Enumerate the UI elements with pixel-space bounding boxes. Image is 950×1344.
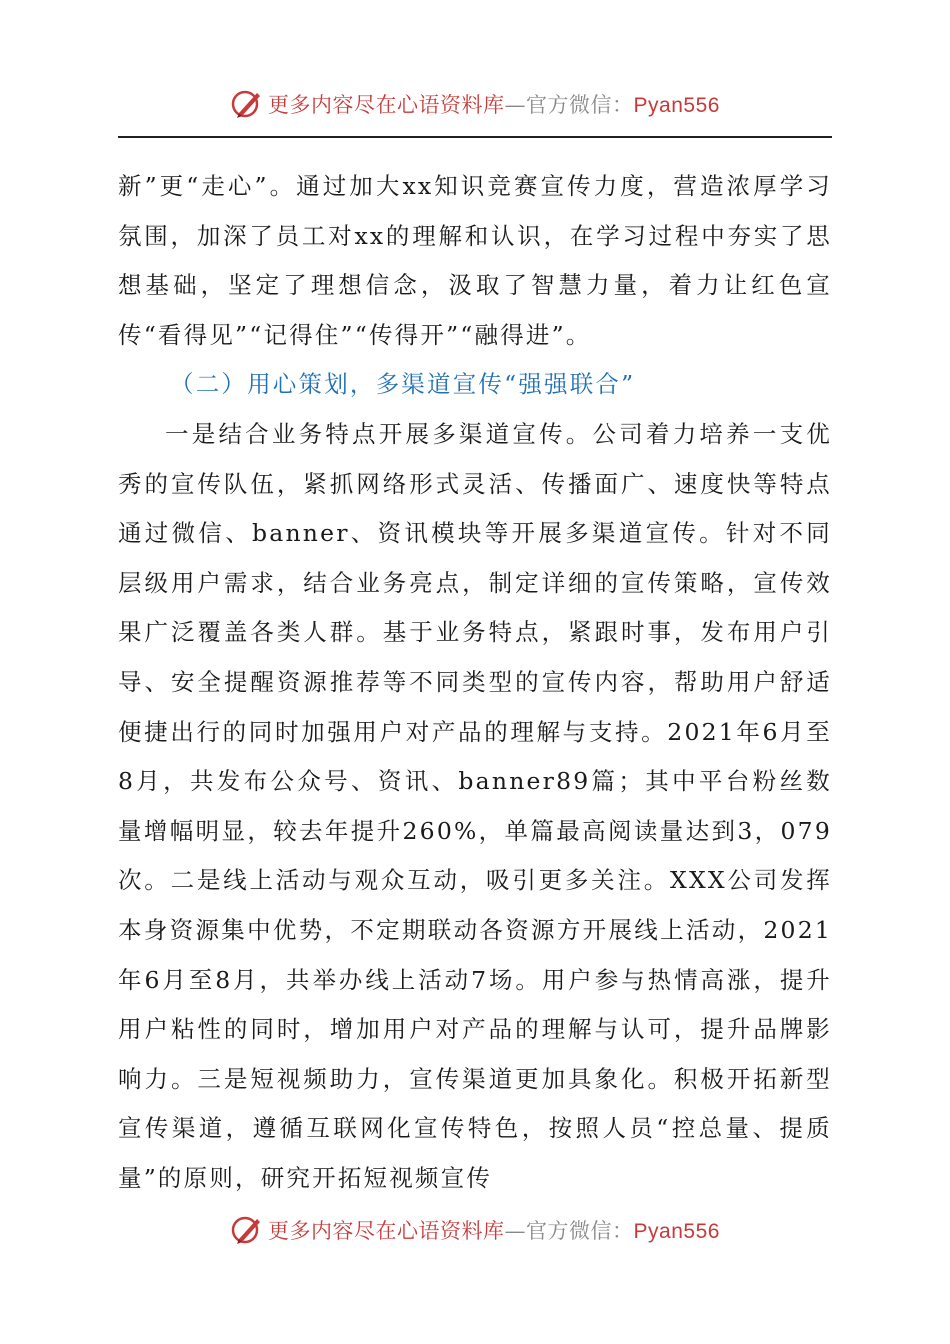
footer-dash: — xyxy=(504,1219,527,1243)
pen-logo-icon xyxy=(230,87,264,121)
header-dash: — xyxy=(504,93,527,117)
header-brand-text: 更多内容尽在心语资料库 xyxy=(268,93,505,117)
footer-wechat-id: Pyan556 xyxy=(633,1220,720,1243)
header-wechat-id: Pyan556 xyxy=(633,94,720,117)
footer-brand-text: 更多内容尽在心语资料库 xyxy=(268,1219,505,1243)
footer-wechat-label: 官方微信： xyxy=(526,1219,634,1243)
header-watermark xyxy=(0,84,950,124)
paragraph-continued: 新”更“走心”。通过加大xx知识竞赛宣传力度，营造浓厚学习氛围，加深了员工对xx的理解和认识，在学习过程中夯实了思想基础，坚定了理想信念，汲取了智慧力量，着力让红色宣传“看得见”“记得住”“传得开”“融得进”。 xyxy=(118,172,832,349)
pen-logo-icon xyxy=(230,1213,264,1247)
header-divider xyxy=(118,136,832,138)
header-wechat-label: 官方微信： xyxy=(526,93,634,117)
footer-watermark xyxy=(0,1210,950,1250)
document-body xyxy=(118,162,832,1203)
section-heading: （二）用心策划，多渠道宣传“强强联合” xyxy=(170,370,636,399)
paragraph-main: 一是结合业务特点开展多渠道宣传。公司着力培养一支优秀的宣传队伍，紧抓网络形式灵活、传播面广、速度快等特点通过微信、banner、资讯模块等开展多渠道宣传。针对不同层级用户需求，结合业务亮点，制定详细的宣传策略，宣传效果广泛覆盖各类人群。基于业务特点，紧跟时事，发布用户引导、安全提醒资源推荐等不同类型的宣传内容，帮助用户舒适便捷出行的同时加强用户对产品的理解与支持。2021年6月至8月，共发布公众号、资讯、banner89篇；其中平台粉丝数量增幅明显，较去年提升260%，单篇最高阅读量达到3，079次。二是线上活动与观众互动，吸引更多关注。XXX公司发挥本身资源集中优势，不定期联动各资源方开展线上活动，2021年6月至8月，共举办线上活动7场。用户参与热情高涨，提升用户粘性的同时，增加用户对产品的理解与认可，提升品牌影响力。三是短视频助力，宣传渠道更加具象化。积极开拓新型宣传渠道，遵循互联网化宣传特色，按照人员“控总量、提质量”的原则，研究开拓短视频宣传 xyxy=(118,419,832,1192)
